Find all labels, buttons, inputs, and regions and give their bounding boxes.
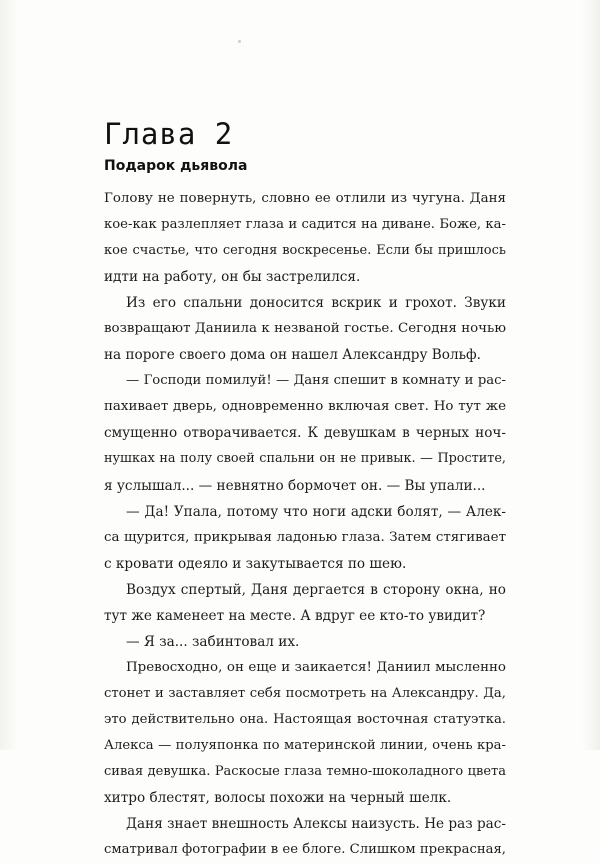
text-line: сивая девушка. Раскосые глаза темно-шоколадного цвета — [104, 764, 506, 780]
text-line: с кровати одеяло и закутывается по шею. — [104, 555, 407, 572]
text-line: возвращают Даниила к незваной гостье. Сегодня ночью — [104, 321, 506, 337]
text-line: — Да! Упала, потому что ноги адски болят, — Алек- — [126, 503, 506, 520]
text-line: кое-как разлепляет глаза и садится на диване. Боже, ка- — [104, 217, 506, 233]
text-line: сматривал фотографии в ее блоге. Слишком прекрасная, — [104, 842, 506, 858]
text-line: Из его спальни доносится вскрик и грохот. Звуки — [126, 295, 506, 312]
text-line: Даня знает внешность Алексы наизусть. Не раз рас- — [126, 816, 506, 833]
chapter-body — [104, 186, 506, 863]
text-line: са щурится, прикрывая ладонью глаза. Затем стягивает — [104, 529, 506, 545]
chapter-subtitle: Подарок дьявола — [104, 158, 248, 174]
text-line: Воздух спертый, Даня дергается в сторону окна, но — [126, 581, 506, 598]
text-line: я услышал... — невнятно бормочет он. — Вы упали... — [104, 477, 486, 494]
text-line: хитро блестят, волосы похожи на черный шелк. — [104, 790, 452, 807]
text-line: стонет и заставляет себя посмотреть на Александру. Да, — [104, 685, 506, 701]
text-line: Алекса — полуяпонка по материнской линии, очень кра- — [104, 737, 506, 753]
text-line: смущенно отворачивается. К девушкам в черных ноч- — [104, 425, 506, 442]
text-line: Превосходно, он еще и заикается! Даниил мысленно — [126, 659, 506, 675]
text-line: Голову не повернуть, словно ее отлили из чугуна. Даня — [104, 191, 506, 206]
text-line: идти на работу, он бы застрелился. — [104, 269, 361, 286]
text-line: — Я за... забинтовал их. — [126, 633, 300, 650]
text-line: это действительно она. Настоящая восточная статуэтка. — [104, 711, 506, 727]
page-speck — [238, 40, 241, 43]
text-line: — Господи помилуй! — Даня спешит в комнату и рас- — [126, 373, 506, 389]
text-line: кое счастье, что сегодня воскресенье. Если бы пришлось — [104, 243, 506, 259]
chapter-number: Глава 2 — [104, 117, 234, 151]
text-line: тут же каменеет на месте. А вдруг ее кто-то увидит? — [104, 607, 486, 624]
text-line: нушках на полу своей спальни он не привык. — Простите, — [104, 451, 506, 467]
text-line: пахивает дверь, одновременно включая свет. Но тут же — [104, 399, 506, 415]
text-line: на пороге своего дома он нашел Александру Вольф. — [104, 347, 481, 364]
